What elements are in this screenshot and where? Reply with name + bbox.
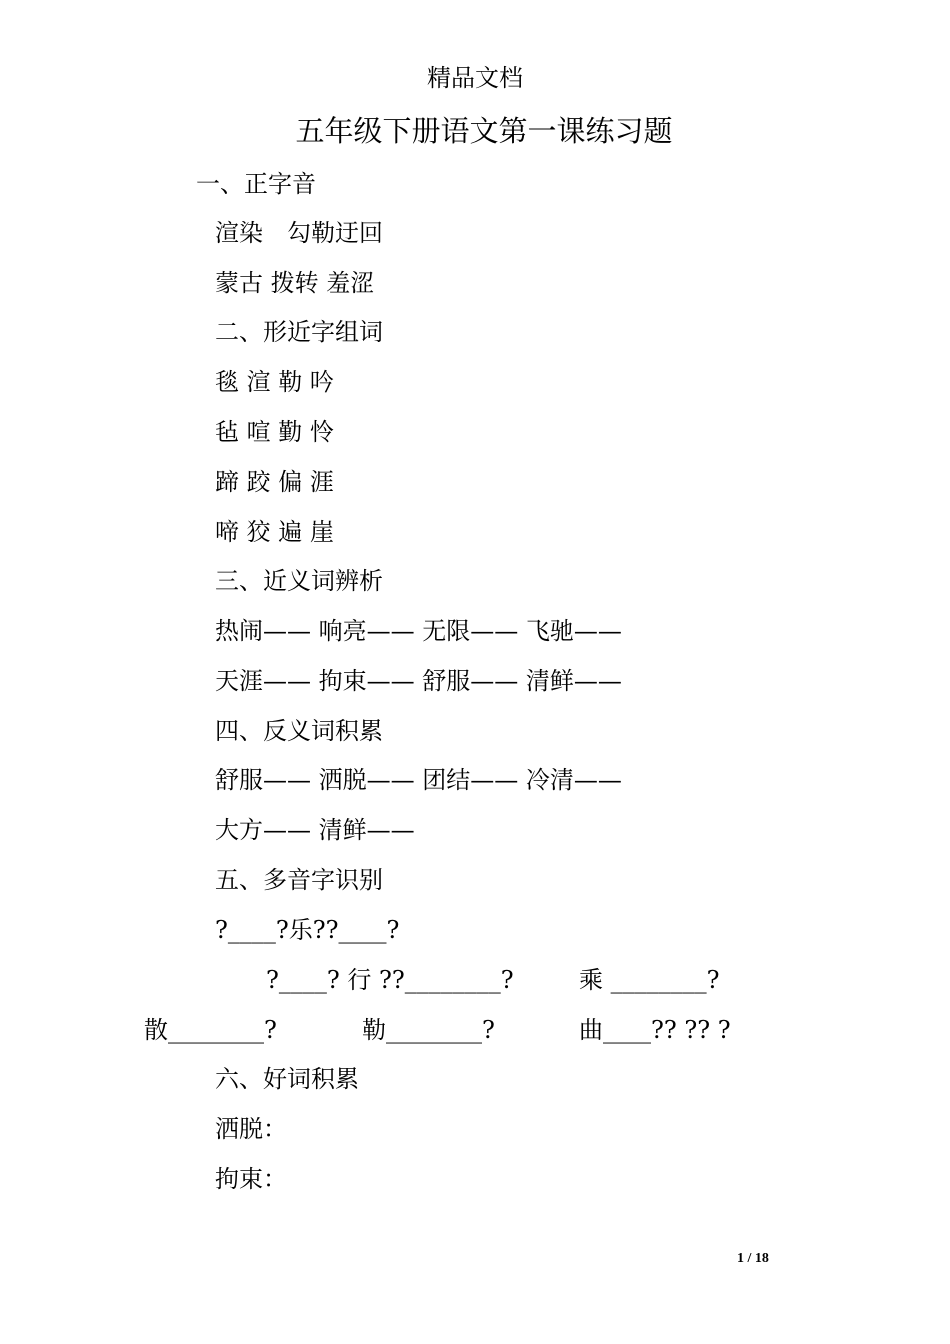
text-line: ?____? 行 ??________? [266, 966, 514, 994]
text-line: 洒脱： [215, 1115, 287, 1143]
page-header: 精品文档 [427, 64, 523, 92]
text-line: ?____?乐??____? [215, 916, 400, 944]
text-line: 啼 狡 遍 崖 [215, 518, 334, 546]
section-heading-4: 四、反义词积累 [215, 717, 383, 745]
text-line: 大方—— 清鲜—— [215, 816, 415, 844]
document-title: 五年级下册语文第一课练习题 [295, 114, 673, 148]
text-line: 拘束： [215, 1165, 287, 1193]
text-line: 蹄 跤 偏 涯 [215, 468, 334, 496]
text-line: 勒________? [362, 1016, 495, 1044]
section-heading-2: 二、形近字组词 [215, 318, 383, 346]
text-line: 乘 ________? [579, 966, 720, 994]
text-line: 热闹—— 响亮—— 无限—— 飞驰—— [215, 617, 622, 645]
text-line: 渲染 勾勒迂回 [215, 219, 383, 247]
text-line: 毯 渲 勒 吟 [215, 368, 334, 396]
section-heading-1: 一、正字音 [196, 170, 316, 198]
text-line: 毡 喧 勤 怜 [215, 418, 334, 446]
text-line: 天涯—— 拘束—— 舒服—— 清鲜—— [215, 667, 622, 695]
section-heading-6: 六、好词积累 [215, 1065, 359, 1093]
text-line: 蒙古 拨转 羞涩 [215, 269, 375, 297]
page-number: 1 / 18 [737, 1251, 769, 1266]
section-heading-5: 五、多音字识别 [215, 866, 383, 894]
text-line: 舒服—— 洒脱—— 团结—— 冷清—— [215, 766, 622, 794]
section-heading-3: 三、近义词辨析 [215, 567, 383, 595]
text-line: 曲____?? ?? ? [579, 1016, 731, 1044]
text-line: 散________? [144, 1016, 277, 1044]
